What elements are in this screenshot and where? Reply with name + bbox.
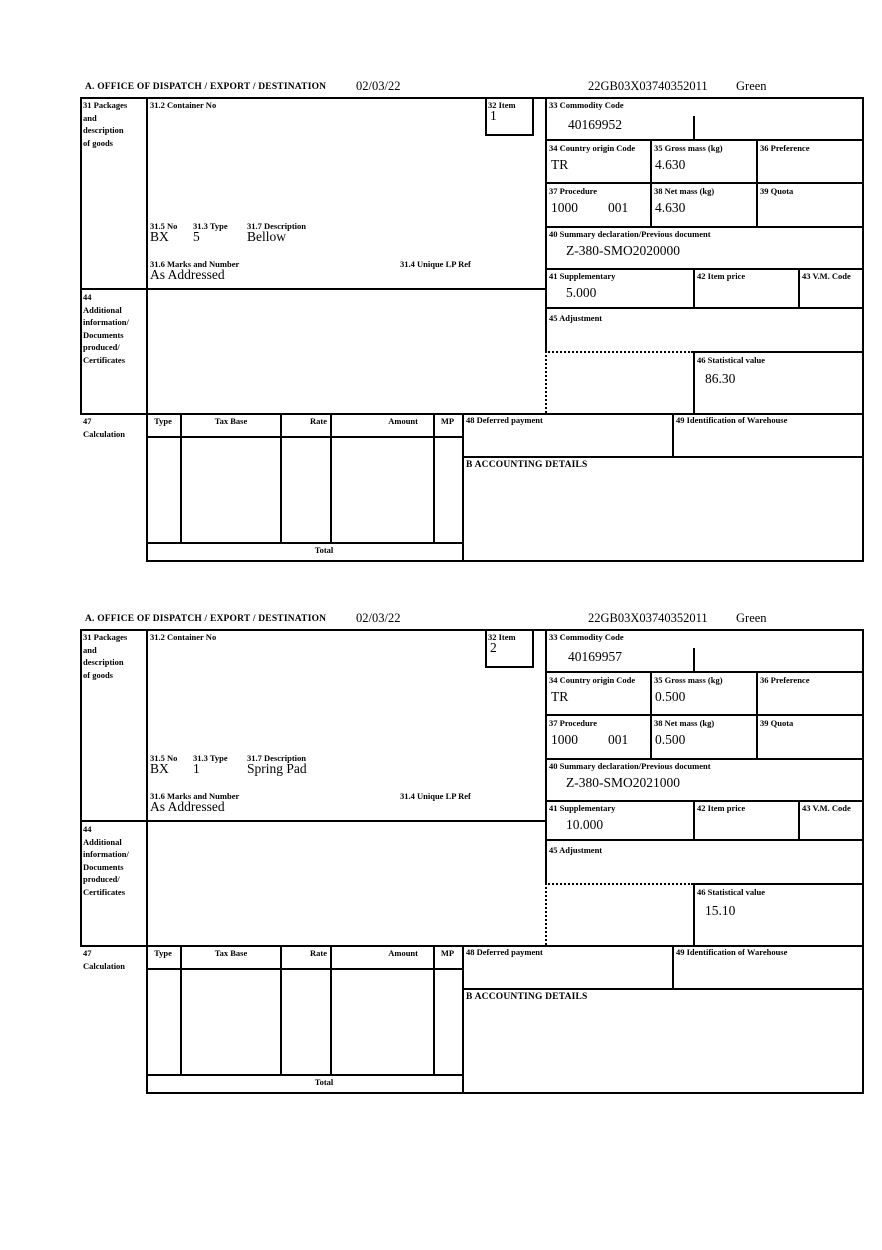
dispatch-date: 02/03/22	[356, 611, 401, 625]
item-number-label: 32 Item	[488, 100, 516, 110]
form-line	[280, 413, 282, 544]
marks-and-number-label: 31.6 Marks and Number	[150, 259, 240, 269]
calc-header-tax-base: Tax Base	[214, 948, 248, 958]
gross-mass-value: 0.500	[655, 689, 686, 704]
item-price-label: 42 Item price	[697, 803, 746, 813]
accounting-details-label: B ACCOUNTING DETAILS	[466, 992, 588, 1002]
item-number-label: 32 Item	[488, 632, 516, 642]
form-line	[693, 648, 695, 671]
box31-packages-label: 31 Packages and description of goods	[83, 100, 128, 148]
calc-header-mp: MP	[440, 416, 455, 426]
quota-label: 39 Quota	[760, 186, 794, 196]
form-line	[146, 97, 148, 562]
form-line	[862, 629, 864, 1094]
unique-lp-ref-label: 31.4 Unique LP Ref	[400, 791, 471, 801]
net-mass-label: 38 Net mass (kg)	[654, 718, 715, 728]
form-line	[862, 97, 864, 562]
vm-code-label: 43 V.M. Code	[802, 271, 851, 281]
packages-no-label: 31.5 No	[150, 753, 178, 763]
form-line	[462, 988, 864, 990]
form-line	[532, 97, 534, 136]
form-line	[672, 945, 674, 990]
gross-mass-value: 4.630	[655, 157, 686, 172]
procedure-label: 37 Procedure	[549, 718, 598, 728]
form-line	[693, 351, 864, 353]
country-origin-value: TR	[551, 157, 569, 172]
form-line	[485, 629, 487, 668]
calc-header-amount: Amount	[388, 948, 418, 958]
quota-label: 39 Quota	[760, 718, 794, 728]
calc-header-type: Type	[154, 416, 172, 426]
form-line	[146, 1074, 464, 1076]
supplementary-label: 41 Supplementary	[549, 271, 616, 281]
summary-declaration-value: Z-380-SMO2021000	[566, 775, 680, 790]
form-line	[545, 182, 864, 184]
office-of-dispatch-label: A. OFFICE OF DISPATCH / EXPORT / DESTINATION	[85, 614, 327, 624]
form-line	[693, 883, 695, 945]
summary-declaration-label: 40 Summary declaration/Previous document	[549, 229, 711, 239]
marks-and-number-value: As Addressed	[150, 267, 225, 282]
office-of-dispatch-label: A. OFFICE OF DISPATCH / EXPORT / DESTINATION	[85, 82, 327, 92]
statistical-value: 86.30	[705, 371, 736, 386]
goods-description-value: Bellow	[247, 229, 286, 244]
form-line	[545, 307, 864, 309]
container-no-label: 31.2 Container No	[150, 632, 217, 642]
form-line	[545, 671, 864, 673]
form-line	[146, 436, 464, 438]
procedure-label: 37 Procedure	[549, 186, 598, 196]
form-line	[433, 413, 435, 544]
calc-header-rate: Rate	[310, 948, 327, 958]
declaration-reference: 22GB03X03740352011	[588, 79, 708, 93]
packages-type-value: 1	[193, 761, 200, 776]
warehouse-id-label: 49 Identification of Warehouse	[676, 947, 788, 957]
form-line	[80, 629, 864, 631]
packages-no-value: BX	[150, 761, 169, 776]
form-line	[80, 288, 547, 290]
calc-header-tax-base: Tax Base	[214, 416, 248, 426]
form-line	[80, 629, 82, 945]
preference-label: 36 Preference	[760, 675, 810, 685]
box47-calculation-label: 47 Calculation	[83, 416, 126, 439]
vm-code-label: 43 V.M. Code	[802, 803, 851, 813]
commodity-code-label: 33 Commodity Code	[549, 100, 624, 110]
form-line	[672, 413, 674, 458]
packages-type-label: 31.3 Type	[193, 221, 228, 231]
procedure-value-2: 001	[608, 200, 629, 215]
declaration-item-section	[80, 78, 864, 564]
form-line	[650, 139, 652, 228]
form-line	[80, 97, 82, 413]
form-line	[756, 139, 758, 228]
form-line	[693, 116, 695, 139]
packages-type-value: 5	[193, 229, 200, 244]
commodity-code-label: 33 Commodity Code	[549, 632, 624, 642]
country-origin-label: 34 Country origin Code	[549, 143, 636, 153]
packages-no-label: 31.5 No	[150, 221, 178, 231]
form-line	[650, 671, 652, 760]
form-line	[180, 413, 182, 544]
container-no-label: 31.2 Container No	[150, 100, 217, 110]
gross-mass-label: 35 Gross mass (kg)	[654, 675, 723, 685]
procedure-value: 1000	[551, 200, 578, 215]
form-line	[80, 820, 547, 822]
procedure-value-2: 001	[608, 732, 629, 747]
form-line	[545, 629, 547, 883]
form-line	[693, 351, 695, 413]
form-line	[545, 139, 864, 141]
form-line	[693, 268, 695, 309]
goods-description-value: Spring Pad	[247, 761, 307, 776]
calc-header-amount: Amount	[388, 416, 418, 426]
procedure-value: 1000	[551, 732, 578, 747]
commodity-code-value: 40169952	[568, 117, 622, 132]
form-line	[485, 666, 534, 668]
form-line	[693, 883, 864, 885]
item-number-value: 2	[490, 640, 497, 655]
form-line	[80, 97, 864, 99]
statistical-value-label: 46 Statistical value	[697, 887, 765, 897]
calc-header-mp: MP	[440, 948, 455, 958]
form-line	[330, 945, 332, 1076]
summary-declaration-label: 40 Summary declaration/Previous document	[549, 761, 711, 771]
item-number-value: 1	[490, 108, 497, 123]
form-line	[485, 134, 534, 136]
warehouse-id-label: 49 Identification of Warehouse	[676, 415, 788, 425]
form-line	[545, 839, 864, 841]
form-line	[462, 456, 864, 458]
form-line	[798, 268, 800, 309]
supplementary-label: 41 Supplementary	[549, 803, 616, 813]
preference-label: 36 Preference	[760, 143, 810, 153]
box47-calculation-label: 47 Calculation	[83, 948, 126, 971]
statistical-value: 15.10	[705, 903, 736, 918]
form-line	[146, 629, 148, 1094]
statistical-value-label: 46 Statistical value	[697, 355, 765, 365]
routing-indicator: Green	[736, 611, 767, 625]
goods-description-label: 31.7 Description	[247, 221, 307, 231]
gross-mass-label: 35 Gross mass (kg)	[654, 143, 723, 153]
calc-total-label: Total	[314, 1077, 334, 1087]
net-mass-value: 4.630	[655, 200, 686, 215]
country-origin-value: TR	[551, 689, 569, 704]
item-price-label: 42 Item price	[697, 271, 746, 281]
goods-description-label: 31.7 Description	[247, 753, 307, 763]
form-line	[545, 714, 864, 716]
form-line	[693, 800, 695, 841]
marks-and-number-value: As Addressed	[150, 799, 225, 814]
packages-type-label: 31.3 Type	[193, 753, 228, 763]
calc-header-type: Type	[154, 948, 172, 958]
form-line	[798, 800, 800, 841]
declaration-reference: 22GB03X03740352011	[588, 611, 708, 625]
dispatch-date: 02/03/22	[356, 79, 401, 93]
summary-declaration-value: Z-380-SMO2020000	[566, 243, 680, 258]
adjustment-label: 45 Adjustment	[549, 845, 603, 855]
box44-additional-info-label: 44 Additional information/ Documents produced/ Certificates	[83, 824, 129, 897]
form-line	[180, 945, 182, 1076]
form-line	[146, 1092, 864, 1094]
unique-lp-ref-label: 31.4 Unique LP Ref	[400, 259, 471, 269]
form-line	[545, 97, 547, 351]
deferred-payment-label: 48 Deferred payment	[466, 947, 543, 957]
dotted-line	[545, 883, 693, 885]
adjustment-label: 45 Adjustment	[549, 313, 603, 323]
deferred-payment-label: 48 Deferred payment	[466, 415, 543, 425]
form-line	[485, 97, 487, 136]
country-origin-label: 34 Country origin Code	[549, 675, 636, 685]
form-line	[532, 629, 534, 668]
form-line	[146, 542, 464, 544]
declaration-item-section	[80, 610, 864, 1096]
supplementary-value: 5.000	[566, 285, 597, 300]
routing-indicator: Green	[736, 79, 767, 93]
accounting-details-label: B ACCOUNTING DETAILS	[466, 460, 588, 470]
form-line	[545, 800, 864, 802]
dotted-line	[545, 351, 547, 413]
form-line	[330, 413, 332, 544]
form-line	[280, 945, 282, 1076]
form-line	[146, 968, 464, 970]
marks-and-number-label: 31.6 Marks and Number	[150, 791, 240, 801]
commodity-code-value: 40169957	[568, 649, 622, 664]
form-line	[545, 226, 864, 228]
net-mass-value: 0.500	[655, 732, 686, 747]
dotted-line	[545, 351, 693, 353]
calc-total-label: Total	[314, 545, 334, 555]
calc-header-rate: Rate	[310, 416, 327, 426]
net-mass-label: 38 Net mass (kg)	[654, 186, 715, 196]
supplementary-value: 10.000	[566, 817, 604, 832]
box31-packages-label: 31 Packages and description of goods	[83, 632, 128, 680]
dotted-line	[545, 883, 547, 945]
form-line	[433, 945, 435, 1076]
packages-no-value: BX	[150, 229, 169, 244]
form-line	[146, 560, 864, 562]
form-line	[545, 268, 864, 270]
box44-additional-info-label: 44 Additional information/ Documents produced/ Certificates	[83, 292, 129, 365]
form-line	[545, 758, 864, 760]
form-line	[756, 671, 758, 760]
